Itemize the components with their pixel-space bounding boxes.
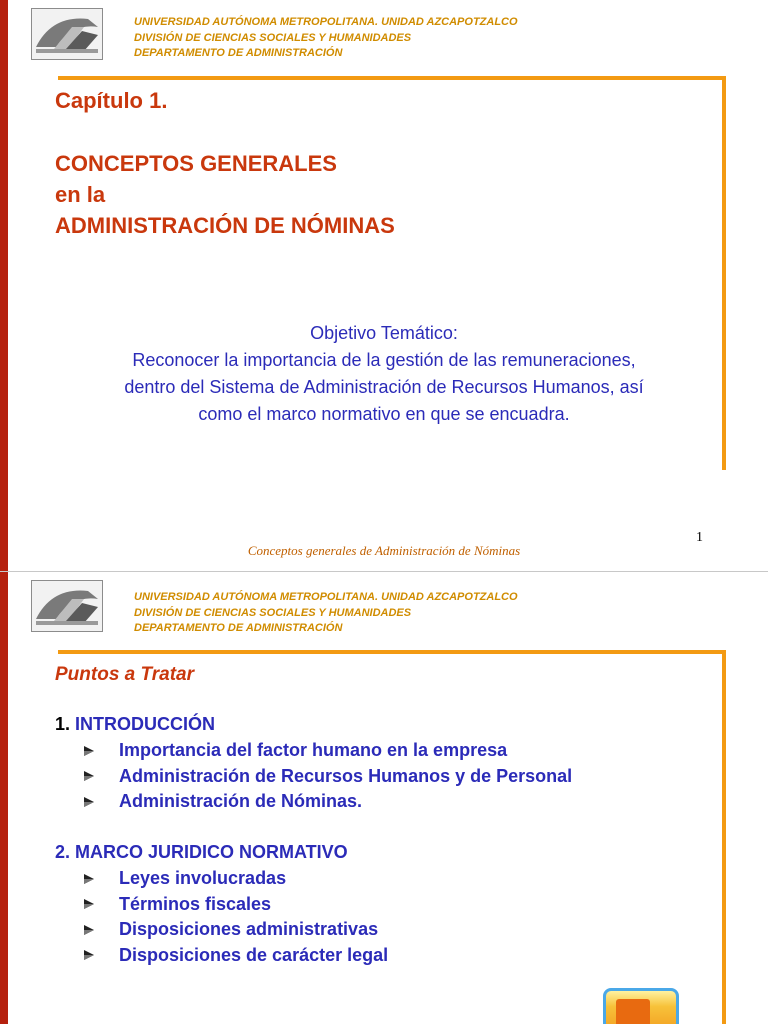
headline-line: en la [55, 182, 106, 207]
arrow-bullet-icon [80, 872, 98, 886]
objective-text-line: como el marco normativo en que se encuadra. [198, 404, 570, 424]
arrow-bullet-icon [80, 744, 98, 758]
section-1-list [80, 738, 572, 815]
list-item-text: Términos fiscales [119, 893, 272, 914]
slide-left-accent-bar [0, 0, 8, 572]
list-item-text: Administración de Recursos Humanos y de Personal [119, 765, 573, 786]
headline-line: ADMINISTRACIÓN DE NÓMINAS [55, 213, 395, 238]
objective-label: Objetivo Temático: [310, 323, 458, 343]
slide-left-accent-bar [0, 572, 8, 1024]
objective-text-line: dentro del Sistema de Administración de Recursos Humanos, así [124, 377, 644, 397]
frame-top-border [58, 76, 726, 80]
institution-header [134, 590, 518, 637]
slide-footer: Conceptos generales de Administración de Nóminas [247, 543, 521, 558]
headline-line: CONCEPTOS GENERALES [55, 151, 337, 176]
division-name: DIVISIÓN DE CIENCIAS SOCIALES Y HUMANIDADES [134, 606, 412, 619]
university-name: UNIVERSIDAD AUTÓNOMA METROPOLITANA. UNIDAD AZCAPOTZALCO [134, 591, 518, 603]
uam-logo-icon [31, 580, 103, 632]
list-item [80, 943, 388, 969]
objective-text-line: Reconocer la importancia de la gestión de las remuneraciones, [132, 350, 636, 370]
division-name: DIVISIÓN DE CIENCIAS SOCIALES Y HUMANIDADES [134, 31, 412, 44]
list-item-text: Disposiciones administrativas [119, 919, 379, 940]
slide-2 [0, 572, 768, 1024]
chapter-headline [55, 148, 395, 241]
section-1-title [55, 714, 215, 735]
list-item-text: Importancia del factor humano en la empresa [119, 740, 508, 761]
arrow-bullet-icon [80, 948, 98, 962]
frame-right-border [722, 650, 726, 1024]
page-number: 1 [696, 530, 703, 545]
arrow-bullet-icon [80, 923, 98, 937]
list-item-text: Administración de Nóminas. [119, 791, 363, 812]
arrow-bullet-icon [80, 769, 98, 783]
list-item [80, 866, 388, 892]
list-item [80, 789, 572, 815]
frame-top-border [58, 650, 726, 654]
list-item-text: Leyes involucradas [119, 868, 287, 889]
section-1-number: 1. [55, 714, 71, 734]
next-slide-button[interactable] [603, 988, 679, 1024]
arrow-bullet-icon [80, 897, 98, 911]
objective-block [60, 320, 708, 428]
department-name: DEPARTAMENTO DE ADMINISTRACIÓN [134, 622, 343, 634]
section-1-label: INTRODUCCIÓN [75, 714, 216, 734]
uam-logo-icon [31, 8, 103, 60]
list-item [80, 917, 388, 943]
topics-heading: Puntos a Tratar [55, 664, 195, 685]
section-2-list [80, 866, 388, 968]
list-item [80, 764, 572, 790]
institution-header [134, 15, 518, 62]
section-2-title: 2. MARCO JURIDICO NORMATIVO [55, 842, 348, 862]
arrow-bullet-icon [80, 795, 98, 809]
next-slide-icon [616, 999, 650, 1024]
university-name: UNIVERSIDAD AUTÓNOMA METROPOLITANA. UNIDAD AZCAPOTZALCO [134, 16, 518, 28]
list-item [80, 738, 572, 764]
frame-right-border [722, 76, 726, 470]
department-name: DEPARTAMENTO DE ADMINISTRACIÓN [134, 47, 343, 59]
list-item-text: Disposiciones de carácter legal [119, 944, 389, 965]
chapter-title: Capítulo 1. [55, 88, 168, 113]
list-item [80, 892, 388, 918]
